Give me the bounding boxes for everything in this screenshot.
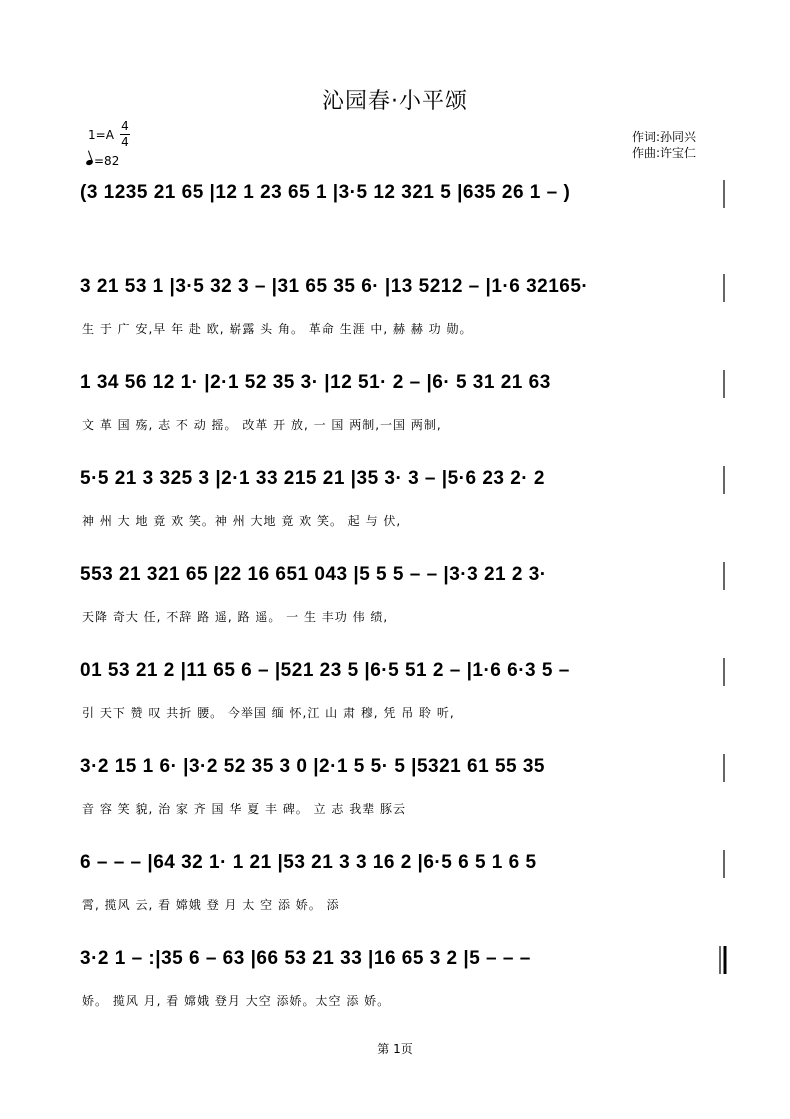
composer-credit: 作曲:许宝仁 — [632, 146, 697, 160]
lyric-line: 神 州 大 地 竟 欢 笑。神 州 大地 竟 欢 笑。 起 与 伏, — [82, 514, 402, 528]
notation-line — [80, 948, 730, 984]
notation-text: 1 34 56 12 1· |2·1 52 35 3· |12 51· 2 – |6· 5 31 21 63 — [80, 372, 551, 393]
music-system-3 — [80, 372, 730, 442]
lyric-line: 文 革 国 殇, 志 不 动 摇。 改革 开 放, 一 国 两制,一国 两制, — [82, 418, 442, 432]
music-system-9 — [80, 948, 730, 1018]
music-system-2 — [80, 276, 730, 346]
lyric-line: 音 容 笑 貌, 治 家 齐 国 华 夏 丰 碑。 立 志 我辈 豚云 — [82, 802, 407, 816]
key-signature: 1=A — [88, 128, 114, 142]
lyric-line: 生 于 广 安,早 年 赴 欧, 崭露 头 角。 革命 生涯 中, 赫 赫 功 勋。 — [82, 322, 473, 336]
time-signature-top: 4 — [121, 119, 129, 133]
notation-line — [80, 468, 730, 504]
music-system-4 — [80, 468, 730, 538]
time-signature — [118, 120, 132, 149]
notation-line — [80, 276, 730, 312]
notation-line — [80, 660, 730, 696]
music-system-8 — [80, 852, 730, 922]
lyricist-credit: 作词:孙同兴 — [632, 130, 697, 144]
notation-text: (3 1235 21 65 |12 1 23 65 1 |3·5 12 321 5 |635 26 1 – ) — [80, 182, 571, 203]
notation-text: 01 53 21 2 |11 65 6 – |521 23 5 |6·5 51 2 – |1·6 6·3 5 – — [80, 660, 570, 681]
lyric-line: 娇。 揽风 月, 看 嫦娥 登月 大空 添娇。太空 添 娇。 — [82, 994, 391, 1008]
time-signature-bottom: 4 — [121, 135, 129, 149]
notation-text: 6 – – – |64 32 1· 1 21 |53 21 3 3 16 2 |6·5 6 5 1 6 5 — [80, 852, 537, 873]
music-system-6 — [80, 660, 730, 730]
tempo-value: =82 — [94, 154, 120, 168]
notation-line — [80, 372, 730, 408]
music-system-5 — [80, 564, 730, 634]
notation-text: 553 21 321 65 |22 16 651 043 |5 5 5 – – |3·3 21 2 3· — [80, 564, 547, 585]
music-system-7 — [80, 756, 730, 826]
notation-text: 3·2 1 – :|35 6 – 63 |66 53 21 33 |16 65 3 2 |5 – – – — [80, 948, 531, 969]
notation-text: 5·5 21 3 325 3 |2·1 33 215 21 |35 3· 3 – |5·6 23 2· 2 — [80, 468, 545, 489]
notation-text: 3·2 15 1 6· |3·2 52 35 3 0 |2·1 5 5· 5 |5321 61 55 35 — [80, 756, 545, 777]
tempo-marking — [86, 154, 119, 168]
score-title: 沁园春·小平颂 — [322, 89, 468, 114]
page-footer: 第 1页 — [377, 1042, 413, 1056]
quarter-note-icon — [85, 159, 93, 166]
notation-line — [80, 756, 730, 792]
lyric-line: 霄, 揽风 云, 看 嫦娥 登 月 太 空 添 娇。 添 — [82, 898, 340, 912]
notation-line — [80, 852, 730, 888]
notation-text: 3 21 53 1 |3·5 32 3 – |31 65 35 6· |13 5212 – |1·6 32165· — [80, 276, 589, 297]
notation-line — [80, 564, 730, 600]
music-system-1 — [80, 182, 730, 252]
lyric-line: 天降 奇大 任, 不辞 路 遥, 路 遥。 一 生 丰功 伟 绩, — [82, 610, 389, 624]
lyric-line: 引 天下 赞 叹 共折 腰。 今举国 缅 怀,江 山 肃 穆, 凭 吊 聆 听, — [82, 706, 455, 720]
notation-line — [80, 182, 730, 218]
